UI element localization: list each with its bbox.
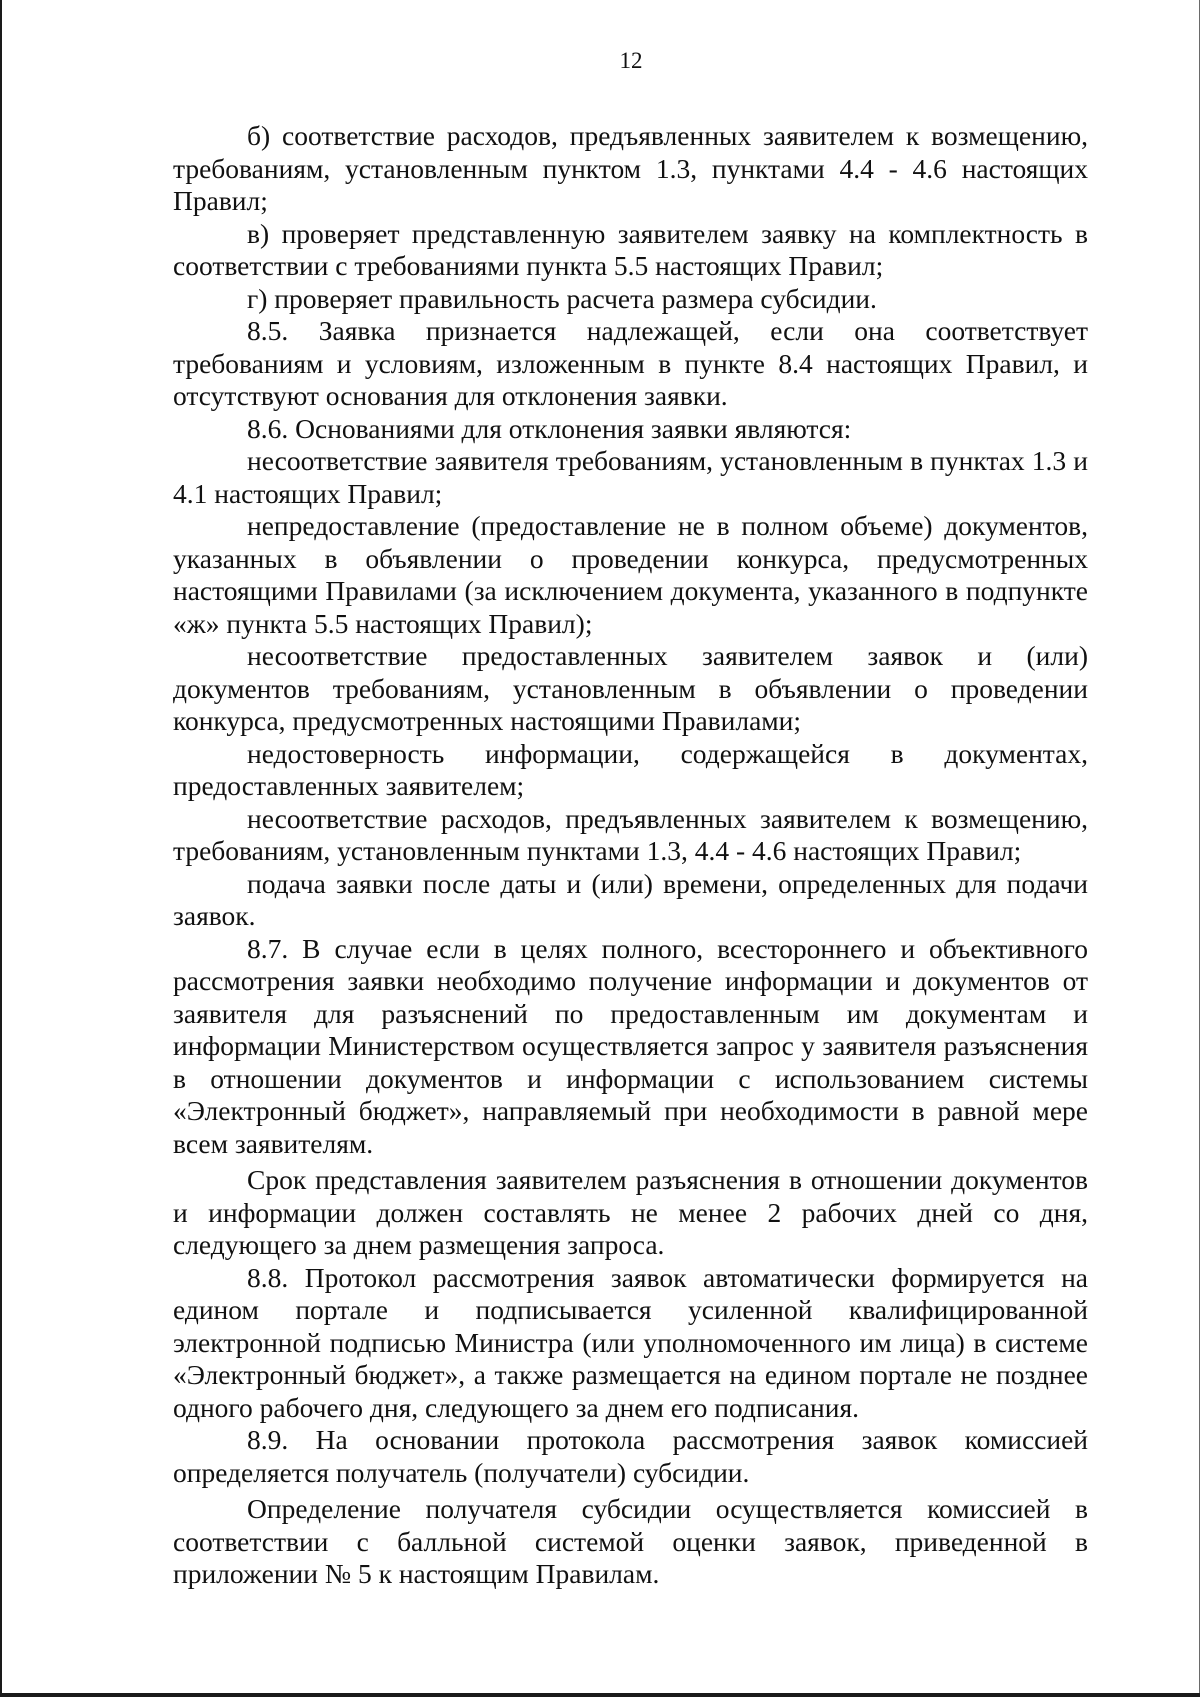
rejection-reason-applicant-requirements: несоответствие заявителя требованиям, установленным в пунктах 1.3 и 4.1 настоящих Правил;	[173, 445, 1088, 509]
rejection-reason-documents-mismatch: несоответствие предоставленных заявителем заявок и (или) документов требованиям, установленным в объявлении о проведении конкурса, предусмотренных настоящими Правилами;	[173, 640, 1088, 736]
page-number: 12	[619, 48, 643, 73]
rejection-reason-unreliable-info: недостоверность информации, содержащейся в документах, предоставленных заявителем;	[173, 737, 1088, 801]
paragraph-8-6: 8.6. Основаниями для отклонения заявки являются:	[247, 412, 852, 444]
scan-border-left	[0, 0, 2, 1697]
rejection-reason-missing-documents: непредоставление (предоставление не в полном объеме) документов, указанных в объявлении о проведении конкурса, предусмотренных настоящими Правилами (за исключением документа, указанного в подпункте «ж» пункта 5.5 настоящих Правил);	[173, 510, 1088, 639]
paragraph-v-completeness-check: в) проверяет представленную заявителем заявку на комплектность в соответствии с требованиями пункта 5.5 настоящих Правил;	[173, 217, 1088, 281]
paragraph-b-expenses-compliance: б) соответствие расходов, предъявленных заявителем к возмещению, требованиям, установленным пунктом 1.3, пунктами 4.4 - 4.6 настоящих Правил;	[173, 120, 1088, 216]
paragraph-8-7: 8.7. В случае если в целях полного, всестороннего и объективного рассмотрения заявки необходимо получение информации и документов от заявителя для разъяснений по предоставленным им документам и информации Министерством осуществляется запрос у заявителя разъяснения в отношении документов и информации с использованием системы «Электронный бюджет», направляемый при необходимости в равной мере всем заявителям.	[173, 932, 1088, 1159]
paragraph-8-8: 8.8. Протокол рассмотрения заявок автоматически формируется на едином портале и подписывается усиленной квалифицированной электронной подписью Министра (или уполномоченного им лица) в системе «Электронный бюджет», а также размещается на едином портале не позднее одного рабочего дня, следующего за днем его подписания.	[173, 1261, 1088, 1423]
rejection-reason-expenses-mismatch: несоответствие расходов, предъявленных заявителем к возмещению, требованиям, установленным пунктами 1.3, 4.4 - 4.6 настоящих Правил;	[173, 802, 1088, 866]
paragraph-8-9: 8.9. На основании протокола рассмотрения заявок комиссией определяется получатель (получатели) субсидии.	[173, 1424, 1088, 1488]
document-body	[173, 120, 1088, 1591]
rejection-reason-late-submission: подача заявки после даты и (или) времени, определенных для подачи заявок.	[173, 867, 1088, 931]
paragraph-g-calculation-check: г) проверяет правильность расчета размера субсидии.	[247, 282, 877, 314]
scan-border-bottom	[0, 1693, 1200, 1697]
paragraph-recipient-determination: Определение получателя субсидии осуществляется комиссией в соответствии с балльной системой оценки заявок, приведенной в приложении № 5 к настоящим Правилам.	[173, 1493, 1088, 1589]
paragraph-clarification-deadline: Срок представления заявителем разъяснения в отношении документов и информации должен составлять не менее 2 рабочих дней со дня, следующего за днем размещения запроса.	[173, 1164, 1088, 1260]
paragraph-8-5: 8.5. Заявка признается надлежащей, если она соответствует требованиям и условиям, изложенным в пункте 8.4 настоящих Правил, и отсутствуют основания для отклонения заявки.	[173, 315, 1088, 411]
